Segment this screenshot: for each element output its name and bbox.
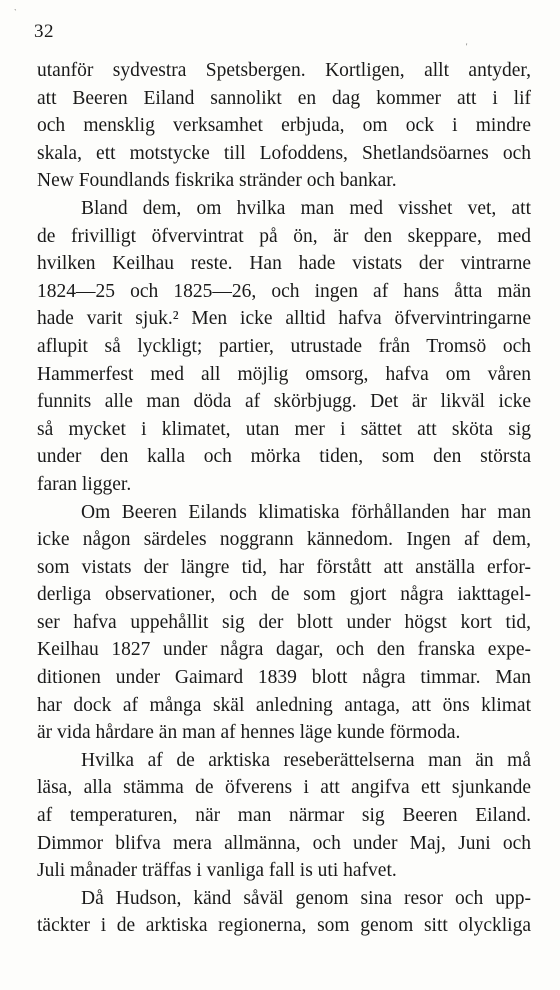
speck-mark: ˋ <box>14 8 17 17</box>
text-line: Om Beeren Eilands klimatiska förhållanden har man <box>81 501 531 523</box>
speck-mark: ' <box>466 42 468 51</box>
text-line: Juli månader träffas i vanliga fall is uti hafvet. <box>37 860 397 882</box>
text-line: derliga observationer, och de som gjort några iakttagel- <box>37 584 531 606</box>
text-line: ser hafva uppehållit sig der blott under högst kort tid, <box>37 611 531 633</box>
text-line: hvilken Keilhau reste. Han hade vistats der vintrarne <box>37 253 531 275</box>
text-line: läsa, alla stämma de öfverens i att angifva ett sjunkande <box>37 777 531 799</box>
text-line: och mensklig verksamhet erbjuda, om ock i mindre <box>37 115 531 137</box>
text-line: New Foundlands fiskrika stränder och bankar. <box>37 170 397 192</box>
text-line: täckter i de arktiska regionerna, som genom sitt olyckliga <box>37 915 531 937</box>
text-line: ditionen under Gaimard 1839 blott några timmar. Man <box>37 667 531 689</box>
text-line: utanför sydvestra Spetsbergen. Kortligen, allt antyder, <box>37 60 531 81</box>
body-text <box>37 57 531 940</box>
text-line: Hvilka af de arktiska reseberättelserna man än må <box>81 749 531 771</box>
text-line: funnits alle man döda af skörbjugg. Det är likväl icke <box>37 391 531 413</box>
text-line: faran ligger. <box>37 473 132 495</box>
text-line: aflupit så lyckligt; partier, utrustade från Tromsö och <box>37 335 531 357</box>
text-line: skala, ett motstycke till Lofoddens, Shetlandsöarnes och <box>37 142 531 164</box>
text-line: under den kalla och mörka tiden, som den största <box>37 446 531 468</box>
text-line: icke någon särdeles noggrann kännedom. Ingen af dem, <box>37 529 531 551</box>
text-line: har dock af många skäl anledning antaga, att öns klimat <box>37 694 531 716</box>
text-line: så mycket i klimatet, utan mer i sättet att sköta sig <box>37 418 531 440</box>
text-line: Keilhau 1827 under några dagar, och den franska expe- <box>37 639 531 661</box>
text-line: af temperaturen, när man närmar sig Beeren Eiland. <box>37 805 531 827</box>
text-line: att Beeren Eiland sannolikt en dag kommer att i lif <box>37 87 531 109</box>
text-line: 1824—25 och 1825—26, och ingen af hans åtta män <box>37 280 531 302</box>
text-line: Hammerfest med all möjlig omsorg, hafva om våren <box>37 363 531 385</box>
text-line: är vida hårdare än man af hennes läge kunde förmoda. <box>37 722 461 744</box>
text-line: som vistats der längre tid, har förstått att anställa erfor- <box>37 556 531 578</box>
text-line: Bland dem, om hvilka man med visshet vet, att <box>81 197 531 219</box>
text-line: hade varit sjuk.² Men icke alltid hafva öfvervintringarne <box>37 308 531 330</box>
text-line: de frivilligt öfvervintrat på ön, är den skeppare, med <box>37 225 531 247</box>
text-line: Dimmor blifva mera allmänna, och under Maj, Juni och <box>37 832 531 854</box>
text-line: Då Hudson, känd såväl genom sina resor och upp- <box>81 887 531 909</box>
page-number: 32 <box>34 21 54 42</box>
